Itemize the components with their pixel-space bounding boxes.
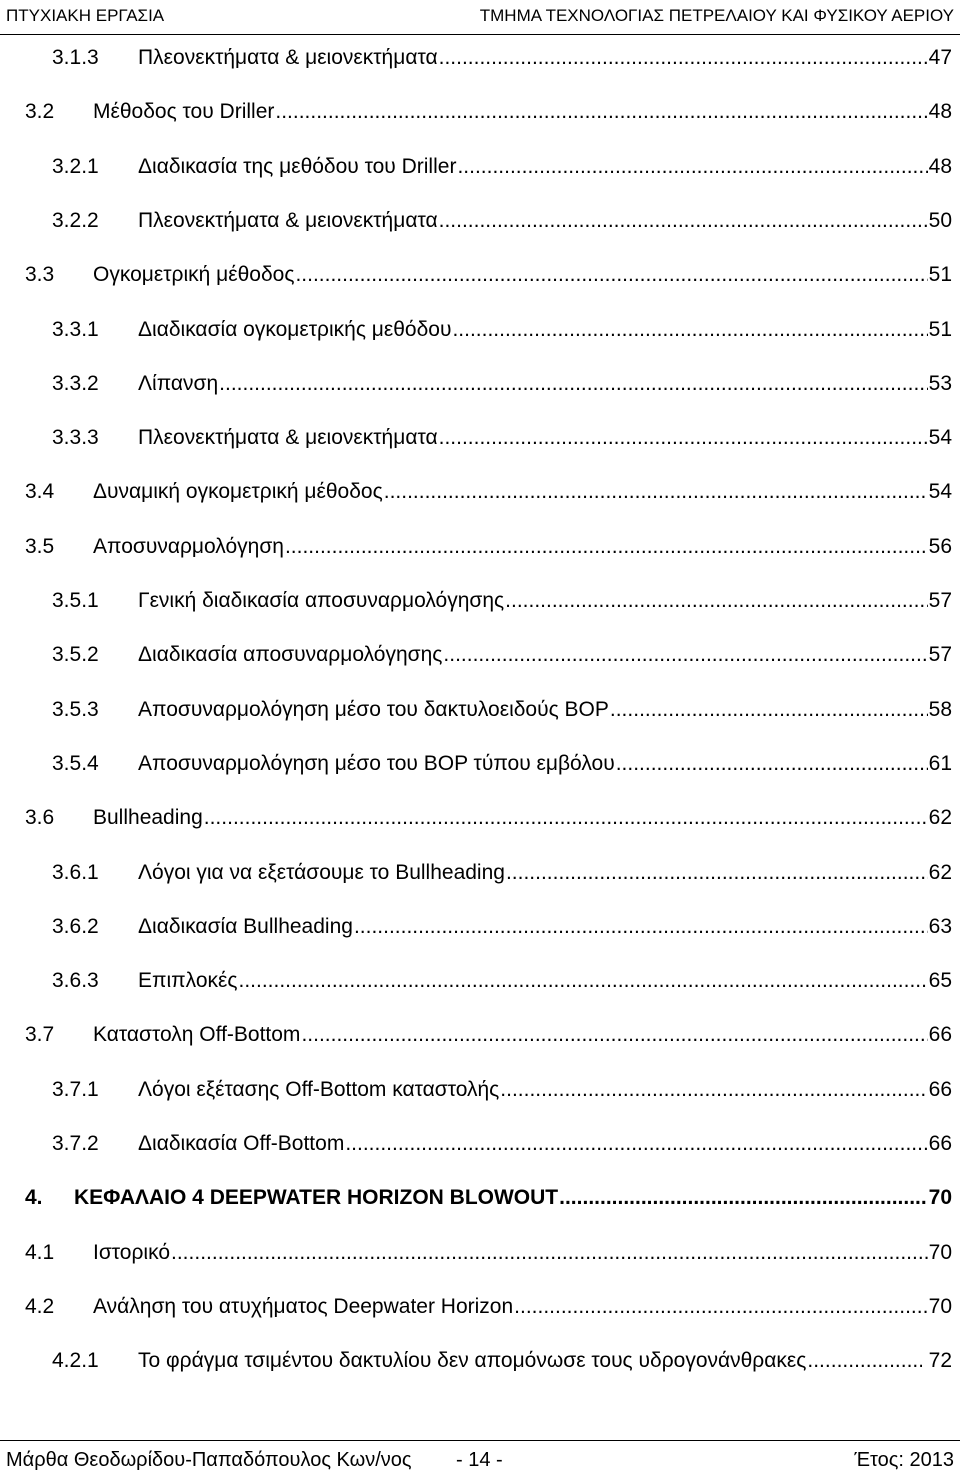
toc-entry-number: 4.2.1 — [52, 1349, 99, 1373]
page-header — [0, 4, 960, 35]
toc-entry-number: 4.1 — [25, 1240, 55, 1264]
header-left-title: ΠΤΥΧΙΑΚΗ ΕΡΓΑΣΙΑ — [6, 6, 165, 25]
toc-entry[interactable] — [52, 318, 952, 348]
toc-leader-dots — [354, 915, 928, 939]
toc-leader-dots — [439, 426, 928, 450]
toc-entry-number: 3.7.1 — [52, 1077, 99, 1101]
toc-leader-dots — [807, 1349, 921, 1373]
toc-leader-dots — [559, 1186, 928, 1210]
toc-leader-dots — [616, 752, 928, 776]
toc-entry-page: 66 — [928, 1023, 952, 1047]
toc-entry-page: 57 — [928, 643, 952, 667]
toc-leader-dots — [610, 698, 928, 722]
toc-entry-title: Ανάληση του ατυχήματος Deepwater Horizon — [93, 1294, 514, 1318]
toc-leader-dots — [439, 209, 928, 233]
toc-entry-title: Καταστολη Off-Bottom — [93, 1023, 301, 1047]
toc-entry[interactable] — [25, 806, 952, 836]
toc-entry[interactable] — [52, 1349, 952, 1379]
toc-entry-number: 3.7 — [25, 1023, 55, 1047]
toc-entry[interactable] — [52, 1078, 952, 1108]
toc-entry-number: 3.5.4 — [52, 751, 99, 775]
toc-entry-page: 48 — [928, 100, 952, 124]
toc-entry-page: 54 — [928, 480, 952, 504]
toc-entry-page: 51 — [928, 263, 952, 287]
toc-entry[interactable] — [25, 535, 952, 565]
toc-entry-title: Αποσυναρμολόγηση μέσο του BOP τύπου εμβόλου — [138, 751, 615, 775]
toc-entry-number: 3.4 — [25, 480, 55, 504]
toc-leader-dots — [452, 318, 927, 342]
toc-entry[interactable] — [52, 589, 952, 619]
toc-entry[interactable] — [25, 263, 952, 293]
toc-entry-title: Αποσυναρμολόγηση — [93, 534, 284, 558]
toc-entry-title: Διαδικασία της μεθόδου του Driller — [138, 154, 457, 178]
toc-entry-title: Λόγοι για να εξετάσουμε το Bullheading — [138, 860, 505, 884]
toc-entry-number: 4.2 — [25, 1294, 55, 1318]
toc-entry-title: Πλεονεκτήματα & μειονεκτήματα — [138, 208, 438, 232]
header-right-title: ΤΜΗΜΑ ΤΕΧΝΟΛΟΓΙΑΣ ΠΕΤΡΕΛΑΙΟΥ ΚΑΙ ΦΥΣΙΚΟΥ ΑΕΡΙΟΥ — [479, 6, 954, 25]
toc-entry-number: 3.1.3 — [52, 46, 99, 69]
toc-leader-dots — [384, 480, 928, 504]
toc-entry-title: Πλεονεκτήματα & μειονεκτήματα — [138, 426, 438, 450]
toc-entry-number: 3.2.1 — [52, 154, 99, 178]
toc-entry-page: 70 — [928, 1186, 952, 1210]
toc-entry-page: 51 — [928, 317, 952, 341]
toc-entry-page: 70 — [928, 1294, 952, 1318]
toc-entry[interactable] — [52, 915, 952, 945]
toc-leader-dots — [275, 100, 927, 124]
toc-entry-page: 63 — [928, 914, 952, 938]
toc-entry-number: 3.2.2 — [52, 208, 99, 232]
toc-entry[interactable] — [25, 1295, 952, 1325]
toc-leader-dots — [500, 1078, 927, 1102]
toc-entry-title: Διαδικασία ογκομετρικής μεθόδου — [138, 317, 452, 341]
toc-entry-title: Λόγοι εξέτασης Off-Bottom καταστολής — [138, 1077, 500, 1101]
toc-entry-number: 4. — [25, 1186, 43, 1210]
toc-leader-dots — [345, 1132, 927, 1156]
footer-year: Έτος: 2013 — [854, 1449, 954, 1471]
toc-leader-dots — [219, 372, 927, 396]
toc-entry-page: 48 — [928, 154, 952, 178]
toc-entry[interactable] — [52, 643, 952, 673]
toc-entry[interactable] — [52, 46, 952, 76]
toc-entry-title: Διαδικασία Off-Bottom — [138, 1132, 345, 1155]
toc-entry-page: 56 — [928, 534, 952, 558]
toc-entry[interactable] — [52, 372, 952, 402]
toc-entry-page: 53 — [928, 371, 952, 395]
footer-page-number: - 14 - — [456, 1449, 503, 1471]
toc-leader-dots — [439, 46, 928, 70]
toc-entry-page: 62 — [928, 860, 952, 884]
toc-entry[interactable] — [52, 1132, 952, 1162]
toc-entry[interactable] — [25, 480, 952, 510]
toc-entry[interactable] — [52, 861, 952, 891]
toc-entry-page: 66 — [928, 1077, 952, 1101]
toc-entry-page: 54 — [928, 426, 952, 450]
toc-entry-title: Bullheading — [93, 806, 203, 830]
toc-entry-title: ΚΕΦΑΛΑΙΟ 4 DEEPWATER HORIZON BLOWOUT — [74, 1186, 559, 1210]
toc-entry[interactable] — [52, 426, 952, 456]
toc-entry[interactable] — [25, 1023, 952, 1053]
toc-entry-number: 3.2 — [25, 100, 55, 124]
footer-authors: Μάρθα Θεοδωρίδου-Παπαδόπουλος Κων/νος — [6, 1449, 412, 1471]
toc-leader-dots — [443, 643, 927, 667]
toc-leader-dots — [505, 589, 927, 613]
toc-entry-number: 3.5 — [25, 534, 55, 558]
toc-leader-dots — [285, 535, 928, 559]
toc-entry-title: Διαδικασία Bullheading — [138, 914, 353, 938]
toc-entry[interactable] — [25, 1186, 952, 1216]
toc-entry-page: 62 — [928, 806, 952, 830]
toc-entry-page: 66 — [928, 1132, 952, 1155]
toc-entry-number: 3.3 — [25, 263, 55, 287]
toc-entry-page: 47 — [928, 46, 952, 69]
toc-entry-title: Γενική διαδικασία αποσυναρμολόγησης — [138, 589, 505, 612]
toc-entry-page: 57 — [928, 589, 952, 612]
toc-entry-title: Το φράγμα τσιμέντου δακτυλίου δεν απομόνωσε τους υδρογονάνθρακες — [138, 1349, 807, 1373]
toc-entry-page: 72 — [928, 1349, 952, 1373]
toc-entry-number: 3.6.3 — [52, 969, 99, 993]
toc-entry-title: Αποσυναρμολόγηση μέσο του δακτυλοειδούς BOP — [138, 697, 609, 721]
toc-leader-dots — [204, 806, 928, 830]
toc-leader-dots — [171, 1241, 928, 1265]
toc-entry-number: 3.6.1 — [52, 860, 99, 884]
toc-leader-dots — [295, 263, 927, 287]
toc-entry-page: 65 — [928, 969, 952, 993]
toc-entry-number: 3.6 — [25, 806, 55, 830]
toc-entry[interactable] — [52, 969, 952, 999]
toc-entry-number: 3.5.1 — [52, 589, 99, 612]
toc-entry-page: 70 — [928, 1240, 952, 1264]
toc-entry-page: 58 — [928, 697, 952, 721]
toc-entry-number: 3.5.3 — [52, 697, 99, 721]
toc-entry[interactable] — [52, 155, 952, 185]
toc-leader-dots — [506, 861, 928, 885]
toc-entry-number: 3.5.2 — [52, 643, 99, 667]
toc-entry-number: 3.6.2 — [52, 914, 99, 938]
toc-entry[interactable] — [25, 100, 952, 130]
toc-entry[interactable] — [52, 752, 952, 782]
toc-entry-number: 3.3.2 — [52, 371, 99, 395]
toc-entry-title: Δυναμική ογκομετρική μέθοδος — [93, 480, 383, 504]
toc-entry-title: Μέθοδος του Driller — [93, 100, 275, 124]
toc-entry[interactable] — [52, 698, 952, 728]
toc-entry-title: Ογκομετρική μέθοδος — [93, 263, 295, 287]
toc-leader-dots — [301, 1023, 927, 1047]
toc-leader-dots — [514, 1295, 927, 1319]
page-footer — [0, 1440, 960, 1471]
toc-leader-dots — [239, 969, 928, 993]
toc-entry-title: Πλεονεκτήματα & μειονεκτήματα — [138, 46, 438, 69]
toc-entry-page: 61 — [928, 751, 952, 775]
toc-entry-title: Ιστορικό — [93, 1240, 171, 1264]
toc-entry-title: Λίπανση — [138, 371, 219, 395]
toc-entry-title: Επιπλοκές — [138, 969, 238, 993]
toc-entry-title: Διαδικασία αποσυναρμολόγησης — [138, 643, 443, 667]
toc-entry-page: 50 — [928, 208, 952, 232]
toc-entry[interactable] — [25, 1241, 952, 1271]
toc-leader-dots — [457, 155, 927, 179]
toc-entry-number: 3.3.1 — [52, 317, 99, 341]
toc-entry[interactable] — [52, 209, 952, 239]
toc-entry-number: 3.7.2 — [52, 1132, 99, 1155]
toc-entry-number: 3.3.3 — [52, 426, 99, 450]
